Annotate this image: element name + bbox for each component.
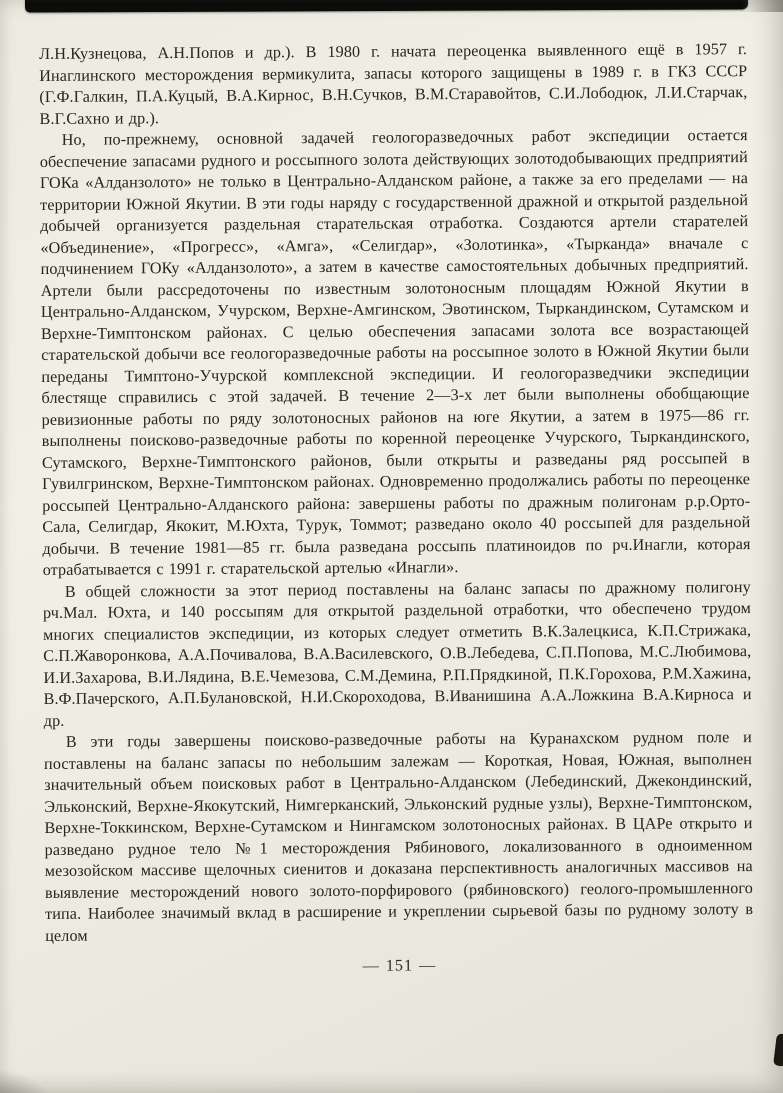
paragraph: В общей сложности за этот период поставлены на баланс запасы по дражному полигону рч.Мал. Юхта, и 140 россыпям для открытой раздельной отработки, что обеспечено трудом многих специалистов экспедиции, из которых следует отметить В.К.Залецкиса, К.П.Стрижака, С.П.Жаворонкова, А.А.Почивалова, В.А.Василевского, О.В.Лебедева, С.П.Попова, М.С.Любимова, И.И.Захарова, В.И.Лядина, В.Е.Чемезова, С.М.Демина, Р.П.Прядкиной, П.К.Горохова, Р.М.Хажина, В.Ф.Пачерского, А.П.Булановской, Н.И.Скороходова, В.Иванишина А.А.Ложкина В.А.Кирноса и др. [42,577,752,730]
scan-right-edge-mark [773,1033,783,1066]
paragraph: Л.Н.Кузнецова, А.Н.Попов и др.). В 1980 г. начата переоценка выявленного ещё в 1957 г. Инаглинского месторождения вермикулита, запасы которого защищены в 1989 г. в ГКЗ СССР (Г.Ф.Галкин, П.А.Куцый, В.А.Кирнос, В.Н.Сучков, В.М.Старавойтов, С.И.Лободюк, Л.И.Старчак, В.Г.Сахно и др.). [39,40,748,128]
paragraph: В эти годы завершены поисково-разведочные работы на Куранахском рудном поле и поставлены на баланс запасы по небольшим залежам — Короткая, Новая, Южная, выполнен значительный объем поисковых работ в Центрально-Алданском (Лебединский, Джекондинский, Эльконский, Верхне-Якокутский, Нимгерканский, Эльконский рудные узлы), Верхне-Тимптонском, Верхне-Токкинском, Верхне-Сутамском и Нингамском золотоносных районах. В ЦАРе открыто и разведано рудное тело №1 месторождения Рябинового, локализованного в одноименном мезозойском массиве щелочных сиенитов и доказана перспективность аналогичных массивов на выявление месторождений нового золото-порфирового (рябиновского) геолого-промышленного типа. Наиболее значимый вклад в расширение и укреплении сырьевой базы по рудному золоту в целом [43,728,754,945]
paragraph: Но, по-прежнему, основной задачей геологоразведочных работ экспедиции остается обеспечение запасами рудного и россыпного золота действующих золотодобывающих предприятий ГОКа «Алданзолото» не только в Центрально-Алданском районе, а также за его пределами — на территории Южной Якутии. В эти годы наряду с государственной дражной и открытой раздельной добычей организуется раздельная старательская отработка. Создаются артели старателей «Объединение», «Прогресс», «Амга», «Селигдар», «Золотинка», «Тырканда» вначале с подчинением ГОКу «Алданзолото», а затем в качестве самостоятельных добычных предприятий. Артели были рассредоточены по известным золотоносным площадям Южной Якутии в Центрально-Алданском, Учурском, Верхне-Амгинском, Эвотинском, Тыркандинском, Сутамском и Верхне-Тимптонском районах. С целью обеспечения запасами золота все возрастающей старательской добычи все геологоразведочные работы на россыпное золото в Южной Якутии были переданы Тимптоно-Учурской комплексной экспедиции. И геологоразведчики экспедиции блестяще справились с этой задачей. В течение 2—3-х лет были выполнены обобщающие ревизионные работы по ряду золотоносных районов на юге Якутии, а затем в 1975—86 гг. выполнены поисково-разведочные работы по коренной переоценке Учурского, Тыркандинского, Сутамского, Верхне-Тимптонского районов, были открыты и разведаны ряд россыпей в Гувилгринском, Верхне-Тимптонском районах. Одновременно продолжались работы по переоценке россыпей Центрально-Алданского района: завершены работы по дражным полигонам р.р.Орто-Сала, Селигдар, Якокит, М.Юхта, Турук, Томмот; разведано около 40 россыпей для раздельной добычи. В течение 1981—85 гг. была разведана россыпь платиноидов по рч.Инагли, которая отрабатывается с 1991 г. старательской артелью «Инагли». [39,126,751,579]
scan-top-right-shadow [741,0,783,12]
page-text-block [39,39,754,979]
page-number: — 151 — [362,956,437,975]
scan-bottom-left-shadow [0,1069,52,1093]
scan-top-edge [25,0,748,13]
